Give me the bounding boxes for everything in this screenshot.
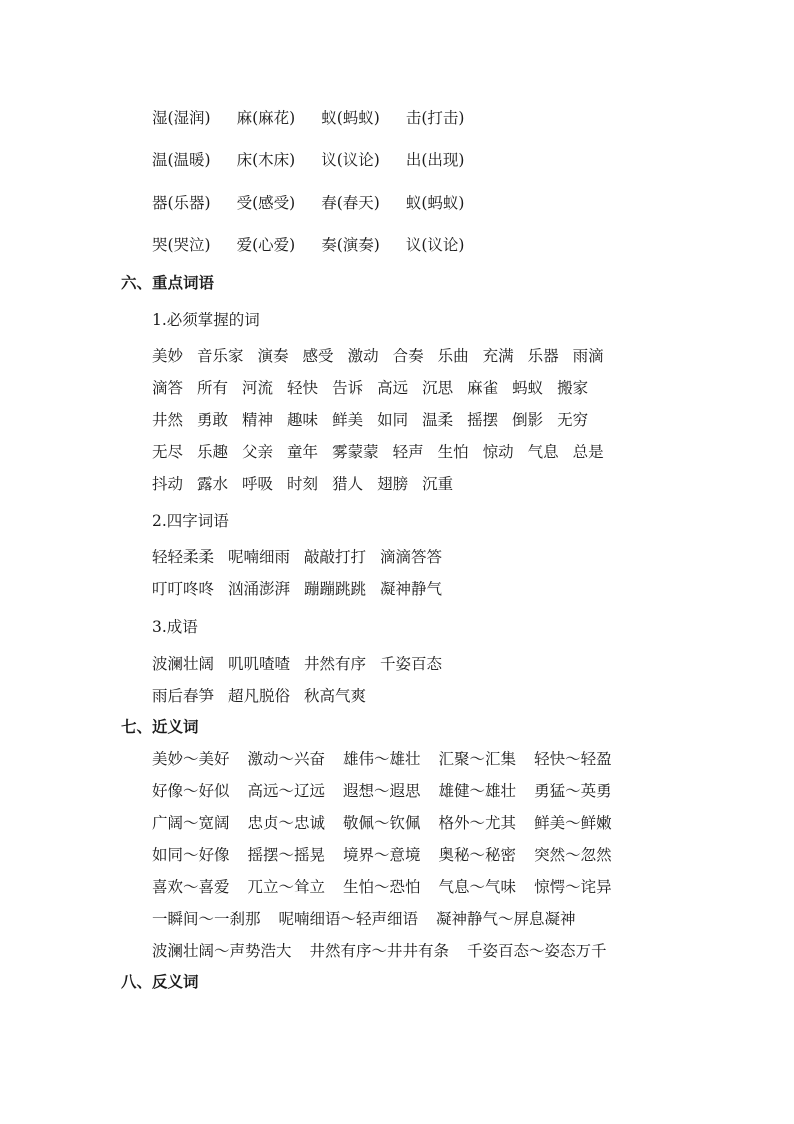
synonym-pair: 激动～兴奋 (247, 750, 326, 768)
word: 鲜美 (332, 411, 364, 429)
word: 演奏 (257, 347, 289, 365)
synonym-pair: 兀立～耸立 (247, 878, 326, 896)
synonym-pair: 惊愕～诧异 (534, 878, 612, 896)
word-row (152, 440, 618, 464)
word: 麻雀 (467, 379, 499, 397)
synonym-pair: 生怕～恐怕 (343, 878, 421, 896)
synonym-pair: 鲜美～鲜嫩 (534, 814, 612, 832)
char-pair: 蚁(蚂蚁) (321, 109, 380, 127)
char-pair: 爱(心爱) (236, 236, 296, 254)
idiom: 秋高气爽 (304, 687, 367, 705)
word: 沉重 (422, 475, 454, 493)
word: 如同 (377, 411, 409, 429)
word: 气息 (527, 443, 559, 461)
word: 所有 (197, 379, 229, 397)
word: 沉思 (422, 379, 454, 397)
four-char-word: 呢喃细雨 (228, 548, 291, 566)
char-pair: 议(议论) (405, 236, 465, 254)
word-row (152, 376, 602, 400)
word: 猎人 (332, 475, 364, 493)
word: 父亲 (242, 443, 274, 461)
idiom: 井然有序 (304, 655, 367, 673)
four-char-row (152, 577, 456, 601)
synonym-pair: 如同～好像 (152, 846, 230, 864)
word: 河流 (242, 379, 274, 397)
four-char-word: 叮叮咚咚 (152, 580, 215, 598)
word-row (152, 408, 602, 432)
subsection-title-idioms: 3.成语 (152, 618, 198, 636)
synonym-pair: 轻快～轻盈 (534, 750, 612, 768)
word: 音乐家 (197, 347, 244, 365)
word: 乐曲 (437, 347, 469, 365)
synonym-row (152, 939, 625, 963)
synonym-pair: 美妙～美好 (152, 750, 230, 768)
char-pair-row (152, 106, 490, 130)
synonym-pair: 高远～辽远 (247, 782, 326, 800)
word: 轻声 (392, 443, 424, 461)
idiom-row (152, 684, 380, 708)
word: 精神 (242, 411, 274, 429)
synonym-row (152, 843, 630, 867)
synonym-row (152, 907, 594, 931)
synonym-pair: 广阔～宽阔 (152, 814, 230, 832)
four-char-row (152, 545, 456, 569)
word: 抖动 (152, 475, 184, 493)
synonym-pair: 千姿百态～姿态万千 (467, 942, 607, 960)
char-pair: 受(感受) (236, 194, 296, 212)
idiom: 千姿百态 (380, 655, 443, 673)
synonym-row (152, 811, 630, 835)
word: 乐器 (527, 347, 559, 365)
word: 摇摆 (467, 411, 499, 429)
word: 井然 (152, 411, 184, 429)
four-char-word: 轻轻柔柔 (152, 548, 215, 566)
char-pair-row (152, 148, 490, 172)
word: 滴答 (152, 379, 184, 397)
idiom: 叽叽喳喳 (228, 655, 291, 673)
word: 倒影 (512, 411, 544, 429)
char-pair: 器(乐器) (152, 194, 211, 212)
word: 呼吸 (242, 475, 274, 493)
synonym-pair: 奥秘～秘密 (438, 846, 517, 864)
word: 温柔 (422, 411, 454, 429)
synonym-pair: 忠贞～忠诚 (247, 814, 326, 832)
word: 乐趣 (197, 443, 229, 461)
synonym-pair: 井然有序～井井有条 (309, 942, 450, 960)
word: 充满 (482, 347, 514, 365)
word: 惊动 (482, 443, 514, 461)
synonym-pair: 遐想～遐思 (343, 782, 421, 800)
idiom: 超凡脱俗 (228, 687, 291, 705)
synonym-pair: 格外～尤其 (438, 814, 517, 832)
word: 蚂蚁 (512, 379, 544, 397)
synonym-pair: 摇摆～摇晃 (247, 846, 326, 864)
word-row (152, 344, 618, 368)
synonym-pair: 凝神静气～屏息凝神 (436, 910, 576, 928)
synonym-pair: 雄伟～雄壮 (343, 750, 421, 768)
synonym-row (152, 875, 630, 899)
idiom-row (152, 652, 456, 676)
char-pair: 议(议论) (321, 151, 380, 169)
idiom: 波澜壮阔 (152, 655, 215, 673)
synonym-pair: 好像～好似 (152, 782, 230, 800)
char-pair-row (152, 233, 490, 257)
idiom: 雨后春笋 (152, 687, 215, 705)
char-pair: 温(温暖) (152, 151, 211, 169)
synonym-pair: 一瞬间～一刹那 (152, 910, 261, 928)
char-pair: 奏(演奏) (321, 236, 380, 254)
four-char-word: 汹涌澎湃 (228, 580, 291, 598)
char-pair: 出(出现) (405, 151, 465, 169)
synonym-pair: 气息～气味 (438, 878, 517, 896)
four-char-word: 凝神静气 (380, 580, 443, 598)
four-char-word: 蹦蹦跳跳 (304, 580, 367, 598)
subsection-title-four-char-words: 2.四字词语 (152, 512, 229, 530)
word: 美妙 (152, 347, 184, 365)
word: 轻快 (287, 379, 319, 397)
word: 告诉 (332, 379, 364, 397)
word: 激动 (347, 347, 379, 365)
word: 高远 (377, 379, 409, 397)
word: 感受 (302, 347, 334, 365)
section-heading-antonyms: 八、反义词 (121, 973, 199, 991)
four-char-word: 滴滴答答 (380, 548, 443, 566)
word: 露水 (197, 475, 229, 493)
four-char-word: 敲敲打打 (304, 548, 367, 566)
word: 童年 (287, 443, 319, 461)
char-pair-row (152, 191, 490, 215)
synonym-pair: 喜欢～喜爱 (152, 878, 230, 896)
section-heading-key-words: 六、重点词语 (121, 274, 215, 292)
synonym-pair: 勇猛～英勇 (534, 782, 612, 800)
char-pair: 击(打击) (405, 109, 465, 127)
word: 雨滴 (572, 347, 604, 365)
word: 无穷 (557, 411, 589, 429)
word: 合奏 (392, 347, 424, 365)
synonym-row (152, 779, 630, 803)
word: 趣味 (287, 411, 319, 429)
word-row (152, 472, 467, 496)
section-heading-synonyms: 七、近义词 (121, 718, 199, 736)
word: 搬家 (557, 379, 589, 397)
synonym-pair: 境界～意境 (343, 846, 421, 864)
synonym-pair: 波澜壮阔～声势浩大 (152, 942, 292, 960)
char-pair: 麻(麻花) (236, 109, 296, 127)
subsection-title-must-master: 1.必须掌握的词 (152, 311, 260, 329)
char-pair: 哭(哭泣) (152, 236, 211, 254)
word: 时刻 (287, 475, 319, 493)
char-pair: 床(木床) (236, 151, 296, 169)
synonym-pair: 呢喃细语～轻声细语 (278, 910, 419, 928)
word: 勇敢 (197, 411, 229, 429)
char-pair: 春(春天) (321, 194, 380, 212)
synonym-pair: 突然～忽然 (534, 846, 612, 864)
word: 生怕 (437, 443, 469, 461)
char-pair: 湿(湿润) (152, 109, 211, 127)
synonym-pair: 敬佩～钦佩 (343, 814, 421, 832)
word: 翅膀 (377, 475, 409, 493)
word: 总是 (572, 443, 604, 461)
word: 无尽 (152, 443, 184, 461)
char-pair: 蚁(蚂蚁) (405, 194, 465, 212)
word: 雾蒙蒙 (332, 443, 379, 461)
synonym-pair: 雄健～雄壮 (438, 782, 517, 800)
synonym-row (152, 747, 630, 771)
synonym-pair: 汇聚～汇集 (438, 750, 517, 768)
